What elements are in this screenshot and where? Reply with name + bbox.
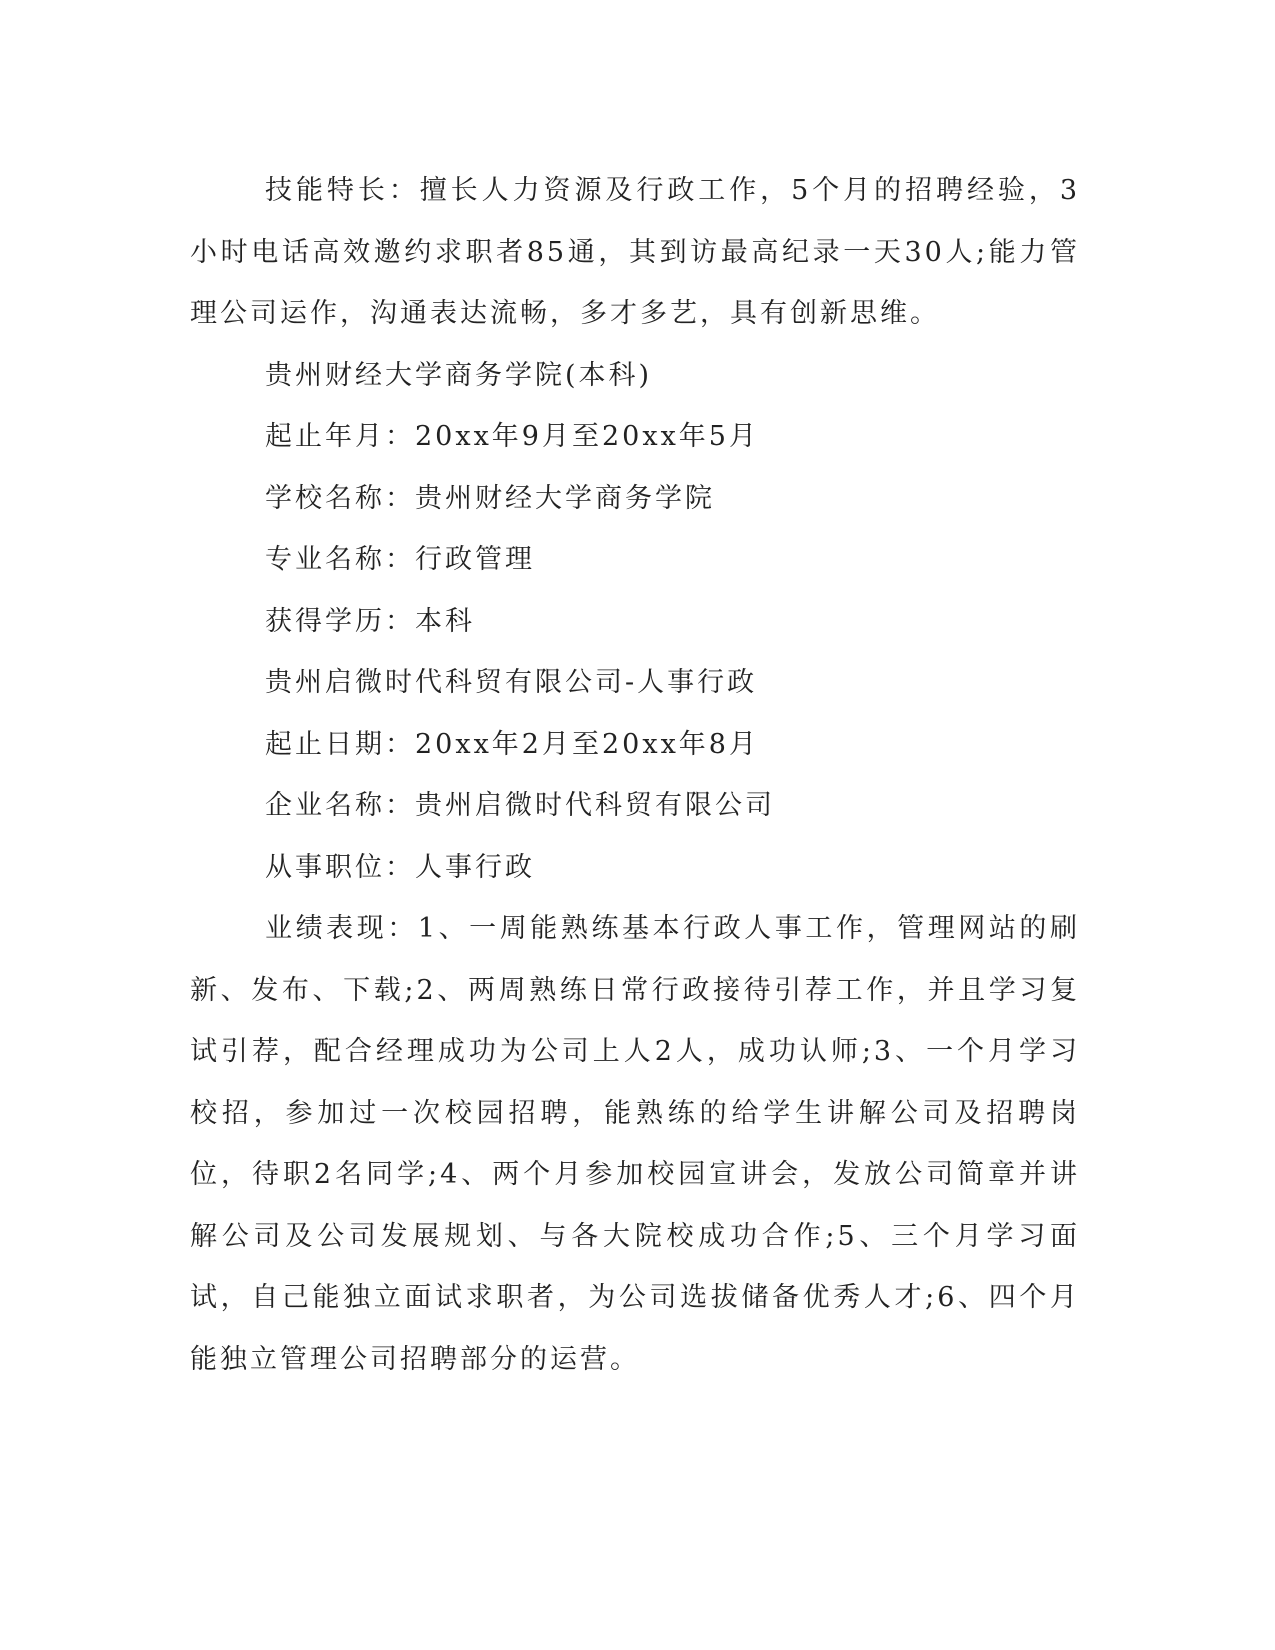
major-name: 专业名称：行政管理 (265, 544, 535, 575)
school-name: 学校名称：贵州财经大学商务学院 (265, 482, 715, 514)
company-name: 企业名称：贵州启微时代科贸有限公司 (265, 790, 775, 821)
degree: 获得学历：本科 (265, 605, 475, 637)
work-heading: 贵州启微时代科贸有限公司-人事行政 (265, 667, 758, 698)
document-body (190, 160, 1080, 1390)
education-period: 起止年月：20xx年9月至20xx年5月 (265, 421, 759, 452)
performance-paragraph: 业绩表现：1、一周能熟练基本行政人事工作，管理网站的刷新、发布、下载;2、两周熟练日常行政接待引荐工作，并且学习复试引荐，配合经理成功为公司上人2人，成功认师;3、一个月学习校招，参加过一次校园招聘，能熟练的给学生讲解公司及招聘岗位，待职2名同学;4、两个月参加校园宣讲会，发放公司简章并讲解公司及公司发展规划、与各大院校成功合作;5、三个月学习面试，自己能独立面试求职者，为公司选拔储备优秀人才;6、四个月能独立管理公司招聘部分的运营。 (190, 913, 1080, 1375)
work-period: 起止日期：20xx年2月至20xx年8月 (265, 728, 759, 760)
education-heading: 贵州财经大学商务学院(本科) (265, 359, 653, 391)
job-position: 从事职位：人事行政 (265, 851, 535, 883)
skills-paragraph: 技能特长：擅长人力资源及行政工作，5个月的招聘经验，3小时电话高效邀约求职者85通，其到访最高纪录一天30人;能力管理公司运作，沟通表达流畅，多才多艺，具有创新思维。 (190, 175, 1080, 329)
